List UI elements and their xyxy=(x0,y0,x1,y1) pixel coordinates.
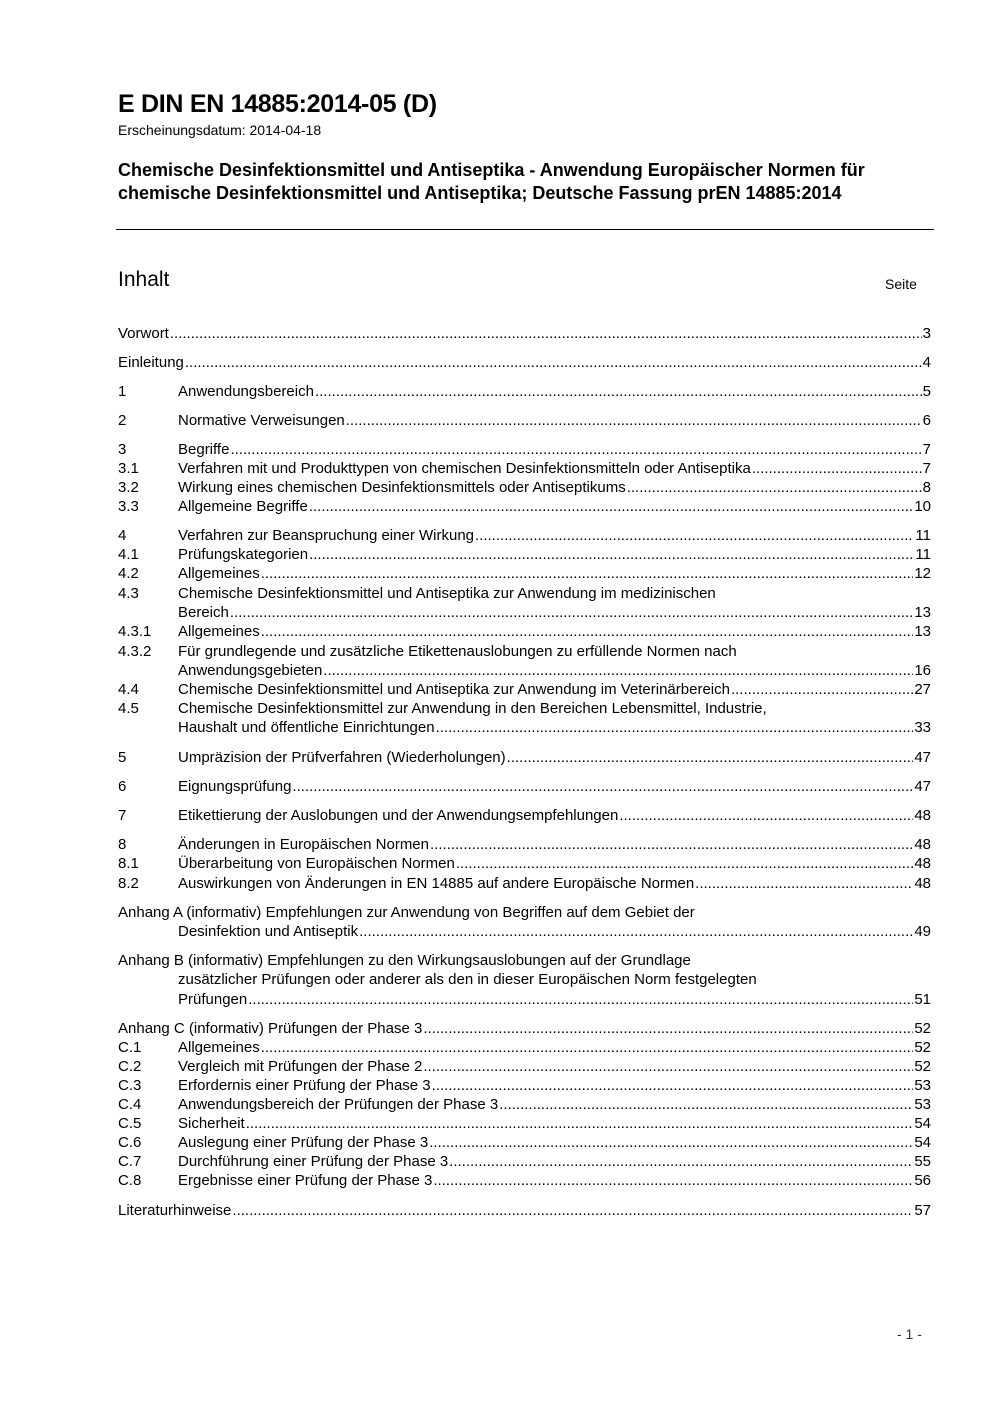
toc-dot-leader xyxy=(456,854,913,873)
toc-section-number: 7 xyxy=(118,807,127,824)
toc-row xyxy=(118,1114,931,1133)
toc-row xyxy=(118,680,931,699)
toc-page-number: 8 xyxy=(922,479,931,496)
toc-dot-leader xyxy=(346,411,922,430)
toc-row xyxy=(118,642,931,661)
document-id: E DIN EN 14885:2014-05 (D) xyxy=(118,90,437,118)
toc-page-number: 55 xyxy=(914,1153,931,1170)
toc-entry-title: Verfahren mit und Produkttypen von chemischen Desinfektionsmitteln oder Antiseptika xyxy=(178,460,751,477)
toc-row xyxy=(118,526,931,545)
toc-entry-title: Anhang C (informativ) Prüfungen der Phase 3 xyxy=(118,1020,423,1037)
toc-entry-title: Erfordernis einer Prüfung der Phase 3 xyxy=(178,1077,431,1094)
toc-entry-title: Etikettierung der Auslobungen und der Anwendungsempfehlungen xyxy=(178,807,619,824)
toc-row xyxy=(118,777,931,796)
toc-dot-leader xyxy=(230,440,921,459)
toc-row xyxy=(118,661,931,680)
toc-page-number: 52 xyxy=(914,1058,931,1075)
toc-page-number: 48 xyxy=(914,855,931,872)
toc-page-number: 4 xyxy=(922,354,931,371)
toc-dot-leader xyxy=(309,497,914,516)
toc-section-number: 4.5 xyxy=(118,700,139,717)
toc-entry-title: Chemische Desinfektionsmittel zur Anwendung in den Bereichen Lebensmittel, Industrie, xyxy=(178,700,767,717)
toc-row xyxy=(118,922,931,941)
toc-section-number: 2 xyxy=(118,412,127,429)
toc-entry-title: Allgemeine Begriffe xyxy=(178,498,308,515)
toc-section-number: C.3 xyxy=(118,1077,142,1094)
toc-section-number: 4.2 xyxy=(118,565,139,582)
toc-page-number: 33 xyxy=(914,719,931,736)
toc-entry-title: Sicherheit xyxy=(178,1115,245,1132)
toc-entry-title: Prüfungen xyxy=(178,991,248,1008)
toc-entry-title: Verfahren zur Beanspruchung einer Wirkung xyxy=(178,527,475,544)
toc-row xyxy=(118,564,931,583)
toc-dot-leader xyxy=(185,353,922,372)
toc-page-number: 56 xyxy=(914,1172,931,1189)
toc-section-number: 3.2 xyxy=(118,479,139,496)
toc-dot-leader xyxy=(627,478,922,497)
toc-section-number: C.2 xyxy=(118,1058,142,1075)
toc-entry-title: Allgemeines xyxy=(178,1039,260,1056)
toc-dot-leader xyxy=(248,990,913,1009)
toc-dot-leader xyxy=(433,1171,913,1190)
toc-section-number: C.6 xyxy=(118,1134,142,1151)
toc-page-number: 7 xyxy=(922,460,931,477)
toc-heading: Inhalt xyxy=(118,268,170,291)
toc-entry-title: Chemische Desinfektionsmittel und Antiseptika zur Anwendung im Veterinärbereich xyxy=(178,681,730,698)
toc-section-number: 1 xyxy=(118,383,127,400)
toc-section-number: 5 xyxy=(118,749,127,766)
toc-row xyxy=(118,1095,931,1114)
toc-page-number: 48 xyxy=(914,836,931,853)
toc-row xyxy=(118,584,931,603)
toc-row xyxy=(118,478,931,497)
toc-page-number: 53 xyxy=(914,1096,931,1113)
toc-row xyxy=(118,990,931,1009)
toc-dot-leader xyxy=(170,324,922,343)
toc-section-number: 4 xyxy=(118,527,127,544)
toc-dot-leader xyxy=(261,622,914,641)
toc-section-number: 8.1 xyxy=(118,855,139,872)
toc-page-number: 7 xyxy=(922,441,931,458)
toc-page-number: 13 xyxy=(914,604,931,621)
toc-entry-title: Durchführung einer Prüfung der Phase 3 xyxy=(178,1153,449,1170)
toc-section-number: 4.3.1 xyxy=(118,623,152,640)
toc-page-number: 54 xyxy=(914,1115,931,1132)
toc-dot-leader xyxy=(323,661,913,680)
toc-section-number: C.4 xyxy=(118,1096,142,1113)
toc-page-number: 11 xyxy=(915,546,931,563)
toc-page-number: 11 xyxy=(915,527,931,544)
toc-entry-title: Anwendungsbereich xyxy=(178,383,314,400)
toc-dot-leader xyxy=(359,922,913,941)
toc-row xyxy=(118,382,931,401)
toc-section-number: 4.3.2 xyxy=(118,643,152,660)
toc-row xyxy=(118,699,931,718)
toc-section-number: 8 xyxy=(118,836,127,853)
toc-page-number: 52 xyxy=(914,1020,931,1037)
toc-entry-title: Ergebnisse einer Prüfung der Phase 3 xyxy=(178,1172,433,1189)
toc-section-number: C.8 xyxy=(118,1172,142,1189)
toc-row xyxy=(118,1133,931,1152)
toc-row xyxy=(118,718,931,737)
toc-dot-leader xyxy=(232,1201,913,1220)
toc-dot-leader xyxy=(429,1133,913,1152)
toc-dot-leader xyxy=(695,874,913,893)
toc-entry-title: Haushalt und öffentliche Einrichtungen xyxy=(178,719,435,736)
issue-date: Erscheinungsdatum: 2014-04-18 xyxy=(118,122,322,138)
toc-entry-title: Allgemeines xyxy=(178,565,260,582)
toc-page-number: 48 xyxy=(914,875,931,892)
toc-section-number: 3.3 xyxy=(118,498,139,515)
toc-dot-leader xyxy=(475,526,914,545)
toc-entry-title: Für grundlegende und zusätzliche Etikettenauslobungen zu erfüllende Normen nach xyxy=(178,643,737,660)
toc-row xyxy=(118,1152,931,1171)
toc-dot-leader xyxy=(499,1095,913,1114)
toc-page-number: 53 xyxy=(914,1077,931,1094)
toc-entry-title: Bereich xyxy=(178,604,229,621)
toc-entry-title: Prüfungskategorien xyxy=(178,546,309,563)
toc-page-number: 57 xyxy=(914,1202,931,1219)
toc-page-number: 10 xyxy=(914,498,931,515)
toc-row xyxy=(118,459,931,478)
toc-entry-title: Auswirkungen von Änderungen in EN 14885 auf andere Europäische Normen xyxy=(178,875,695,892)
toc-row xyxy=(118,622,931,641)
toc-section-number: 3 xyxy=(118,441,127,458)
toc-row xyxy=(118,411,931,430)
toc-section-number: 3.1 xyxy=(118,460,139,477)
toc-row xyxy=(118,874,931,893)
toc-dot-leader xyxy=(619,806,913,825)
toc-row xyxy=(118,1201,931,1220)
toc-row xyxy=(118,1171,931,1190)
toc-row xyxy=(118,854,931,873)
toc-section-number: C.7 xyxy=(118,1153,142,1170)
toc-entry-title: Auslegung einer Prüfung der Phase 3 xyxy=(178,1134,429,1151)
toc-page-number: 6 xyxy=(922,412,931,429)
toc-dot-leader xyxy=(315,382,922,401)
toc-row xyxy=(118,1057,931,1076)
toc-entry-title: Normative Verweisungen xyxy=(178,412,345,429)
toc-dot-leader xyxy=(507,748,914,767)
toc-entry-title: Allgemeines xyxy=(178,623,260,640)
toc-dot-leader xyxy=(423,1019,913,1038)
toc-dot-leader xyxy=(261,1038,914,1057)
toc-entry-title: Chemische Desinfektionsmittel und Antiseptika zur Anwendung im medizinischen xyxy=(178,585,716,602)
toc-section-number: C.5 xyxy=(118,1115,142,1132)
toc-section-number: C.1 xyxy=(118,1039,142,1056)
toc-entry-title: Änderungen in Europäischen Normen xyxy=(178,836,429,853)
toc-row xyxy=(118,603,931,622)
toc-page-number: 49 xyxy=(914,923,931,940)
toc-section-number: 4.4 xyxy=(118,681,139,698)
toc-page-number: 47 xyxy=(914,778,931,795)
toc-row xyxy=(118,324,931,343)
toc-row xyxy=(118,545,931,564)
toc-entry-title: Überarbeitung von Europäischen Normen xyxy=(178,855,455,872)
toc-page-number: 16 xyxy=(914,662,931,679)
toc-entry-title: Einleitung xyxy=(118,354,184,371)
toc-dot-leader xyxy=(436,718,914,737)
toc-row xyxy=(118,951,931,970)
toc-row xyxy=(118,440,931,459)
toc-row xyxy=(118,903,931,922)
toc-dot-leader xyxy=(449,1152,913,1171)
toc-page-number: 3 xyxy=(922,325,931,342)
toc-section-number: 4.3 xyxy=(118,585,139,602)
toc-dot-leader xyxy=(246,1114,914,1133)
toc-entry-title: zusätzlicher Prüfungen oder anderer als den in dieser Europäischen Norm festgelegten xyxy=(178,971,757,988)
toc-page-number: 48 xyxy=(914,807,931,824)
toc-section-number: 6 xyxy=(118,778,127,795)
toc-dot-leader xyxy=(752,459,922,478)
toc-entry-title: Anwendungsgebieten xyxy=(178,662,323,679)
toc-entry-title: Anwendungsbereich der Prüfungen der Phase 3 xyxy=(178,1096,499,1113)
toc-entry-title: Anhang B (informativ) Empfehlungen zu den Wirkungsauslobungen auf der Grundlage xyxy=(118,952,691,969)
toc-row xyxy=(118,353,931,372)
toc-dot-leader xyxy=(261,564,914,583)
toc-entry-title: Desinfektion und Antiseptik xyxy=(178,923,359,940)
toc-page-number: 5 xyxy=(922,383,931,400)
document-title: Chemische Desinfektionsmittel und Antiseptika - Anwendung Europäischer Normen für chemische Desinfektionsmittel und Antiseptika; Deutsche Fassung prEN 14885:2014 xyxy=(118,160,865,203)
toc-entry-title: Literaturhinweise xyxy=(118,1202,232,1219)
toc-entry-title: Vorwort xyxy=(118,325,169,342)
toc-dot-leader xyxy=(432,1076,914,1095)
toc-row xyxy=(118,1076,931,1095)
toc-dot-leader xyxy=(430,835,913,854)
toc-dot-leader xyxy=(309,545,914,564)
toc-dot-leader xyxy=(423,1057,913,1076)
toc-entry-title: Eignungsprüfung xyxy=(178,778,292,795)
toc-entry-title: Wirkung eines chemischen Desinfektionsmittels oder Antiseptikums xyxy=(178,479,626,496)
toc-page-number: 47 xyxy=(914,749,931,766)
toc-entry-title: Anhang A (informativ) Empfehlungen zur Anwendung von Begriffen auf dem Gebiet der xyxy=(118,904,695,921)
toc-row xyxy=(118,835,931,854)
toc-row xyxy=(118,748,931,767)
toc-page-number: 51 xyxy=(914,991,931,1008)
toc-dot-leader xyxy=(731,680,913,699)
toc-row xyxy=(118,806,931,825)
toc-page-number: 12 xyxy=(914,565,931,582)
toc-row xyxy=(118,970,931,989)
toc-section-number: 8.2 xyxy=(118,875,139,892)
toc-page-number: 13 xyxy=(914,623,931,640)
toc-dot-leader xyxy=(230,603,913,622)
toc-row xyxy=(118,1019,931,1038)
toc-page-column-label: Seite xyxy=(885,276,917,292)
toc-row xyxy=(118,497,931,516)
toc-entry-title: Begriffe xyxy=(178,441,230,458)
toc-page-number: 54 xyxy=(914,1134,931,1151)
page-number: - 1 - xyxy=(897,1326,922,1342)
toc-section-number: 4.1 xyxy=(118,546,139,563)
toc-page-number: 52 xyxy=(914,1039,931,1056)
toc-entry-title: Umpräzision der Prüfverfahren (Wiederholungen) xyxy=(178,749,506,766)
toc-page-number: 27 xyxy=(914,681,931,698)
toc-row xyxy=(118,1038,931,1057)
toc-entry-title: Vergleich mit Prüfungen der Phase 2 xyxy=(178,1058,423,1075)
toc-dot-leader xyxy=(292,777,913,796)
